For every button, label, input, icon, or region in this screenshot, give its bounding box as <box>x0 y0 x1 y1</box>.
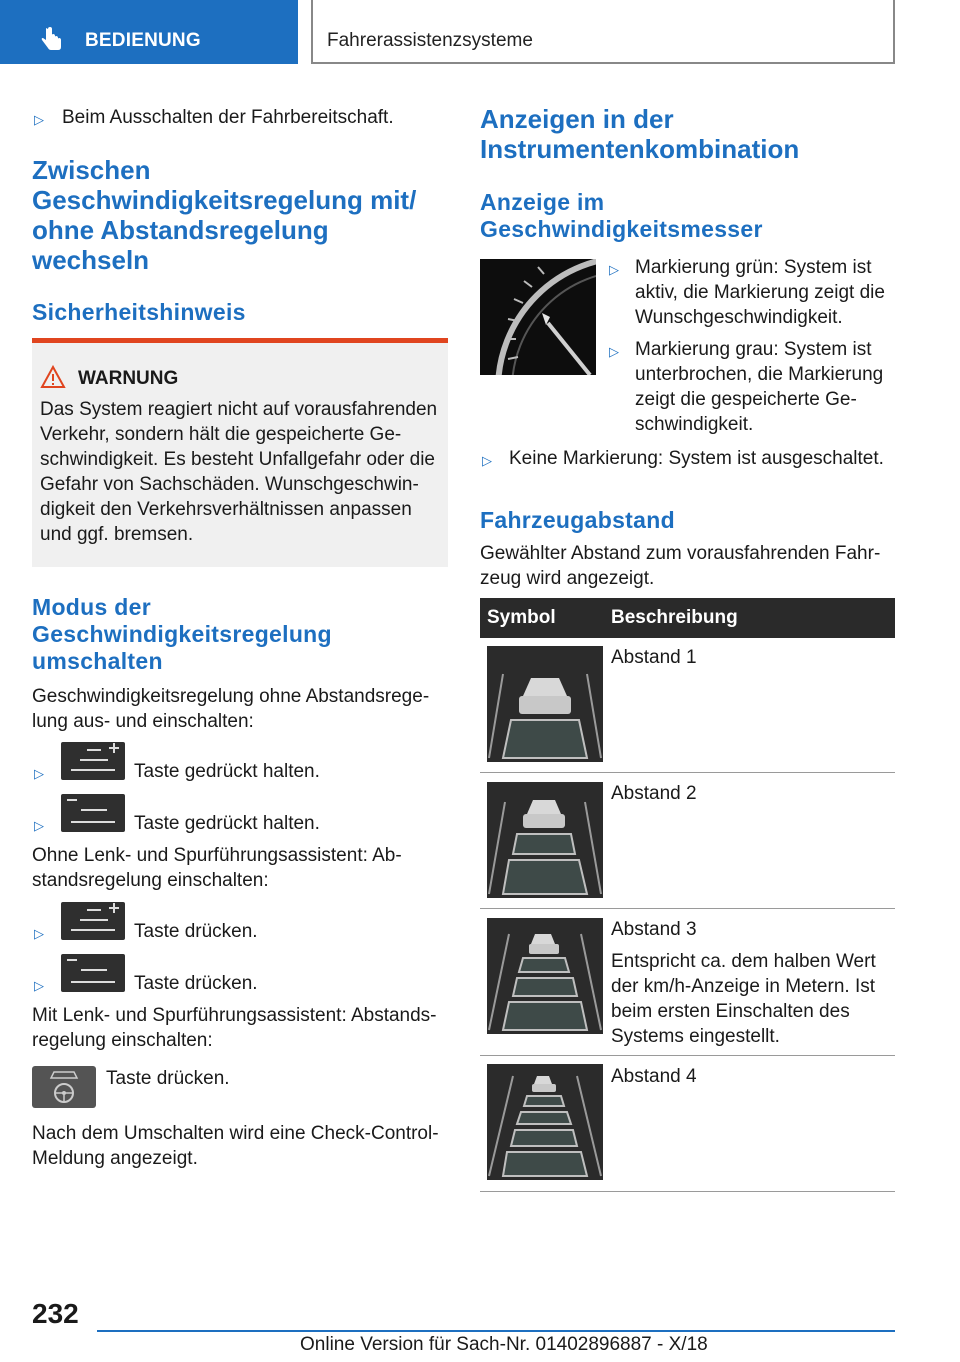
bullet-triangle-icon: ▷ <box>34 112 44 127</box>
steering-assist-button-icon <box>32 1066 96 1108</box>
step-text: Taste gedrückt halten. <box>134 761 320 782</box>
distance-plus-button-icon <box>61 742 125 780</box>
section-label: BEDIENUNG <box>85 30 201 51</box>
bullet-triangle-icon: ▷ <box>34 818 44 833</box>
bullet-triangle-icon: ▷ <box>34 766 44 781</box>
table-divider <box>480 908 895 909</box>
paragraph: Nach dem Umschalten wird eine Check-Control- Meldung angezeigt. <box>32 1123 439 1169</box>
paragraph: Ohne Lenk- und Spurführungsassistent: Ab- standsregelung einschalten: <box>32 845 402 891</box>
subheading-mode: Modus der Geschwindigkeitsregelung umschalten <box>32 594 332 674</box>
hand-pointer-icon <box>40 26 66 52</box>
section-heading: Zwischen Geschwindigkeitsregelung mit/ ohne Abstandsregelung wechseln <box>32 155 417 275</box>
distance-minus-button-icon <box>61 954 125 992</box>
step-text: Taste drücken. <box>134 921 258 942</box>
distance-4-icon <box>487 1064 603 1180</box>
table-row-label: Abstand 4 <box>611 1066 697 1087</box>
warning-title: WARNUNG <box>78 368 179 389</box>
table-divider <box>480 772 895 773</box>
table-row-description: Entspricht ca. dem halben Wert der km/h-Anzeige in Metern. Ist beim ersten Einschalten des Systems eingestellt. <box>611 951 876 1047</box>
step-text: Taste drücken. <box>106 1068 230 1089</box>
table-row-label: Abstand 2 <box>611 783 697 804</box>
subheading-distance: Fahrzeugabstand <box>480 507 675 533</box>
chapter-header <box>311 0 895 64</box>
col-header-description: Beschreibung <box>611 607 738 628</box>
bullet-triangle-icon: ▷ <box>609 262 619 277</box>
bullet-triangle-icon: ▷ <box>609 344 619 359</box>
bullet-triangle-icon: ▷ <box>34 978 44 993</box>
bullet-triangle-icon: ▷ <box>482 453 492 468</box>
distance-1-icon <box>487 646 603 762</box>
distance-plus-button-icon <box>61 902 125 940</box>
paragraph: Gewählter Abstand zum vorausfahrenden Fahr- zeug wird angezeigt. <box>480 543 881 589</box>
table-divider <box>480 1055 895 1056</box>
page-number: 232 <box>32 1298 79 1329</box>
speedometer-image <box>480 259 596 375</box>
footer-text: Online Version für Sach-Nr. 01402896887 - X/18 <box>300 1334 708 1355</box>
step-text: Taste gedrückt halten. <box>134 813 320 834</box>
speedo-bullet-text: Markierung grün: System ist aktiv, die Markierung zeigt die Wunschgeschwindigkeit. <box>635 257 885 328</box>
subheading-speedo: Anzeige im Geschwindigkeitsmesser <box>480 189 763 242</box>
paragraph: Mit Lenk- und Spurführungsassistent: Abstands- regelung einschalten: <box>32 1005 437 1051</box>
footer-divider <box>97 1330 895 1332</box>
distance-minus-button-icon <box>61 794 125 832</box>
table-row-label: Abstand 3 <box>611 919 697 940</box>
subheading-safety: Sicherheitshinweis <box>32 299 246 325</box>
section-heading: Anzeigen in der Instrumentenkombination <box>480 104 800 164</box>
warning-triangle-icon <box>40 365 66 389</box>
section-tab[interactable] <box>0 0 298 64</box>
bullet-text: Beim Ausschalten der Fahrbereitschaft. <box>62 107 394 128</box>
distance-2-icon <box>487 782 603 898</box>
bullet-text: Keine Markierung: System ist ausgeschaltet. <box>509 448 884 469</box>
bullet-triangle-icon: ▷ <box>34 926 44 941</box>
step-text: Taste drücken. <box>134 973 258 994</box>
speedo-bullet-text: Markierung grau: System ist unterbrochen, die Markierung zeigt die gespeicherte Ge- schwindigkeit. <box>635 339 884 435</box>
distance-3-icon <box>487 918 603 1034</box>
chapter-title: Fahrerassistenzsysteme <box>327 30 533 51</box>
warning-text: Das System reagiert nicht auf vorausfahrenden Verkehr, sondern hält die gespeicherte Ge- schwindigkeit. Es besteht Unfallgefahr oder die Gefahr von Sachschäden. Wunschgeschwin- digkeit den Verkehrsverhältnissen anpassen und ggf. bremsen. <box>40 399 438 545</box>
table-header <box>480 598 895 638</box>
table-row-label: Abstand 1 <box>611 647 697 668</box>
table-divider <box>480 1191 895 1192</box>
col-header-symbol: Symbol <box>487 607 556 628</box>
paragraph: Geschwindigkeitsregelung ohne Abstandsrege- lung aus- und einschalten: <box>32 686 430 732</box>
